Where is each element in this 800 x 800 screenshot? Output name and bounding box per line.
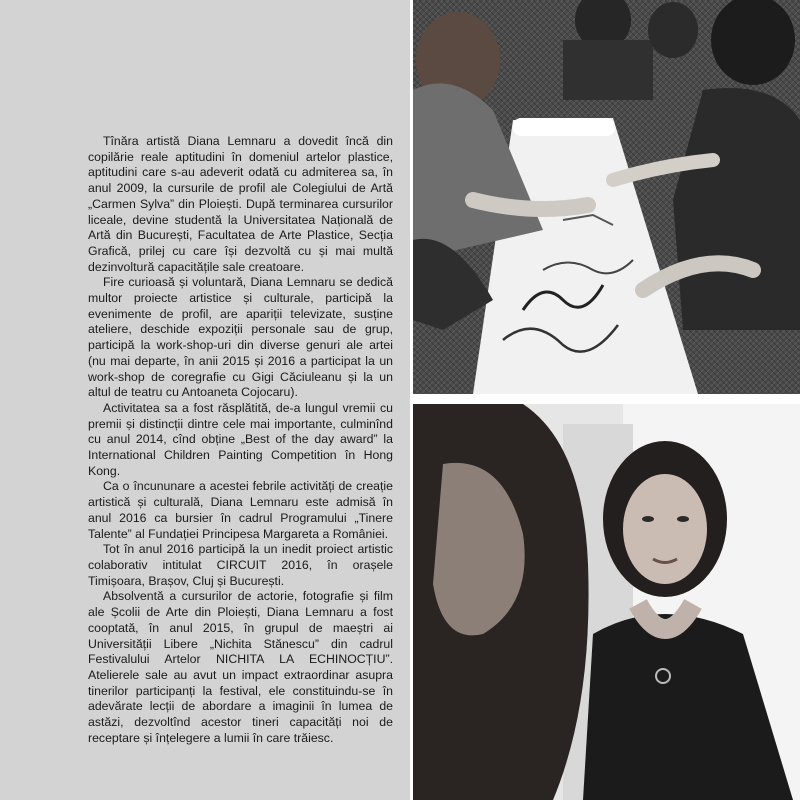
workshop-photo-illustration (413, 0, 800, 394)
portrait-photo-illustration (413, 404, 800, 800)
paragraph-1: Tînăra artistă Diana Lemnaru a dovedit încă din copilărie reale aptitudini în domeniul artelor plastice, aptitudini care s-au adeverit odată cu admiterea sa, în anul 2009, la cursurile de profil ale Colegiului de Artă „Carmen Sylva” din Ploiești. După terminarea cursurilor liceale, devine studentă la Universitatea Națională de Artă din București, Facultatea de Arte Plastice, Secția Grafică, prilej cu care își dezvoltă cu și mai multă dezinvoltură capacitățile sale creatoare. (88, 134, 393, 274)
paragraph-5: Tot în anul 2016 participă la un inedit proiect artistic colaborativ intitulat CIRCUIT 2016, în orașele Timișoara, Brașov, Cluj și București. (88, 542, 393, 588)
paragraph-2: Fire curioasă și voluntară, Diana Lemnaru se dedică multor proiecte artistice și culturale, participă la evenimente de profil, are apariții televizate, susține ateliere, deschide expoziții personale sau de grup, participă la work-shop-uri din diverse genuri ale artei (nu mai departe, în anii 2015 și 2016 a participat la un work-shop de coregrafie cu Gigi Căciuleanu și la un altul de teatru cu Antoaneta Cojocaru). (88, 275, 393, 400)
paragraph-6: Absolventă a cursurilor de actorie, fotografie și film ale Școlii de Arte din Ploiești, Diana Lemnaru a fost cooptată, în anul 2015, în grupul de maeștri ai Universității Libere „Nichita Stănescu” din cadrul Festivalului Artelor NICHITA LA ECHINOCȚIU”. Atelierele sale au avut un impact extraordinar asupra tinerilor participanți la festival, ele constituindu-se în adevărate lecții de abordare a imaginii în lumea de astăzi, dezvoltînd acestor tineri capacități noi de receptare și înțelegere a lumii în care trăiesc. (88, 589, 393, 745)
portrait-photo (413, 404, 800, 800)
workshop-photo (413, 0, 800, 394)
article-body (88, 134, 393, 746)
paragraph-4: Ca o încununare a acestei febrile activități de creație artistică și culturală, Diana Lemnaru este admisă în anul 2016 ca bursier în cadrul Programului „Tinere Talente” al Fundației Principesa Margareta a României. (88, 479, 393, 541)
paragraph-3: Activitatea sa a fost răsplătită, de-a lungul vremii cu premii și distincții dintre cele mai importante, culminînd cu anul 2014, cînd obține „Best of the day award” la International Children Painting Competition în Hong Kong. (88, 400, 393, 478)
